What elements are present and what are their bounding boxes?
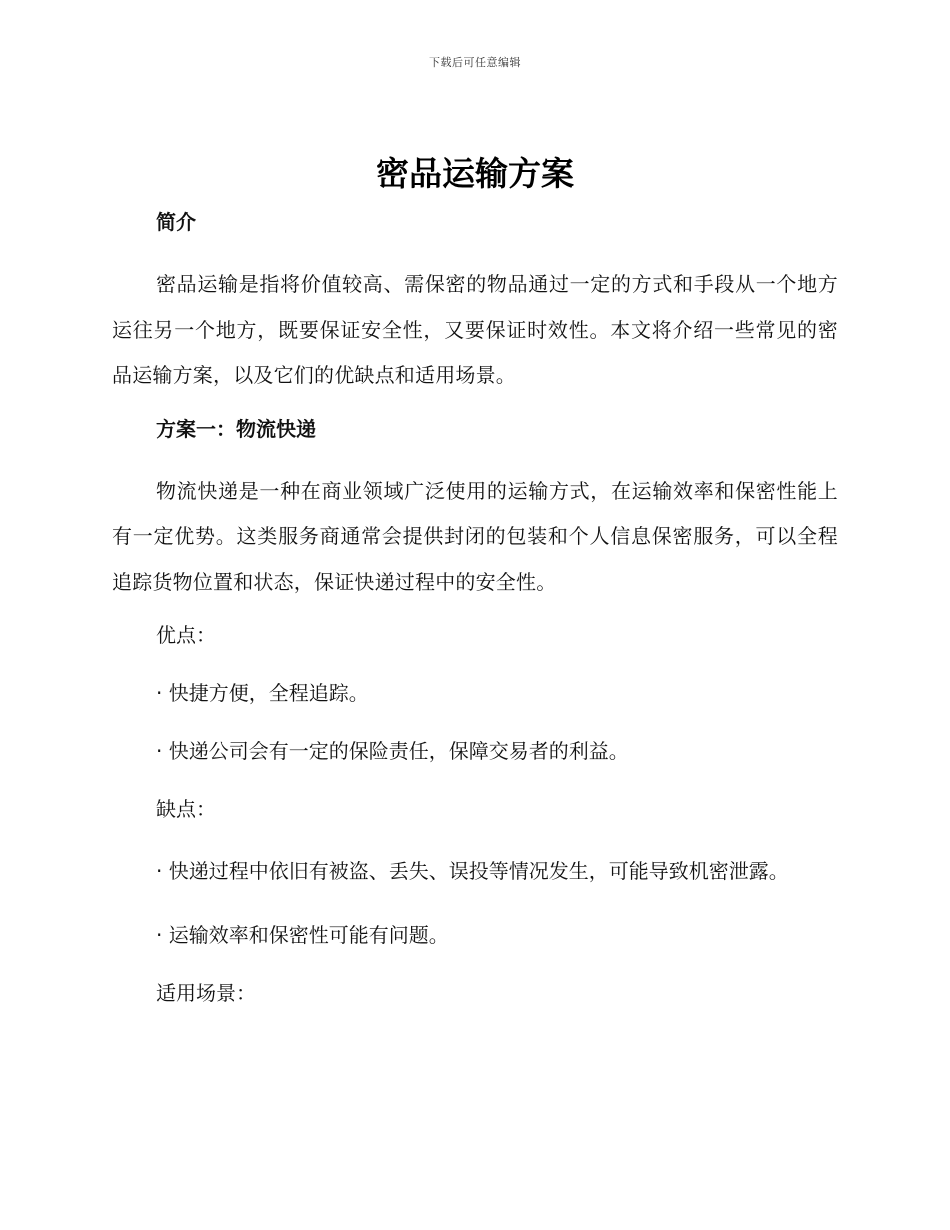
- header-note: 下载后可任意编辑: [429, 56, 521, 69]
- plan1-paragraph: 物流快递是一种在商业领域广泛使用的运输方式，在运输效率和保密性能上有一定优势。这类服务商通常会提供封闭的包装和个人信息保密服务，可以全程追踪货物位置和状态，保证快递过程中的安全性。: [112, 478, 838, 594]
- section-heading-plan1: 方案一：物流快递: [156, 416, 316, 441]
- pros-label: 优点：: [156, 623, 216, 647]
- document-title: 密品运输方案: [376, 154, 574, 193]
- pros-item: · 快捷方便，全程追踪。: [156, 681, 369, 705]
- scenarios-label: 适用场景：: [156, 980, 256, 1005]
- pros-item: · 快递公司会有一定的保险责任，保障交易者的利益。: [156, 739, 629, 763]
- document-body: [112, 204, 838, 1033]
- intro-paragraph: 密品运输是指将价值较高、需保密的物品通过一定的方式和手段从一个地方运往另一个地方，既要保证安全性，又要保证时效性。本文将介绍一些常见的密品运输方案，以及它们的优缺点和适用场景。: [112, 272, 838, 387]
- section-heading-intro: 简介: [156, 210, 196, 234]
- cons-item: · 快递过程中依旧有被盗、丢失、误投等情况发生，可能导致机密泄露。: [156, 859, 789, 883]
- cons-label: 缺点：: [156, 797, 216, 821]
- cons-item: · 运输效率和保密性可能有问题。: [156, 922, 449, 947]
